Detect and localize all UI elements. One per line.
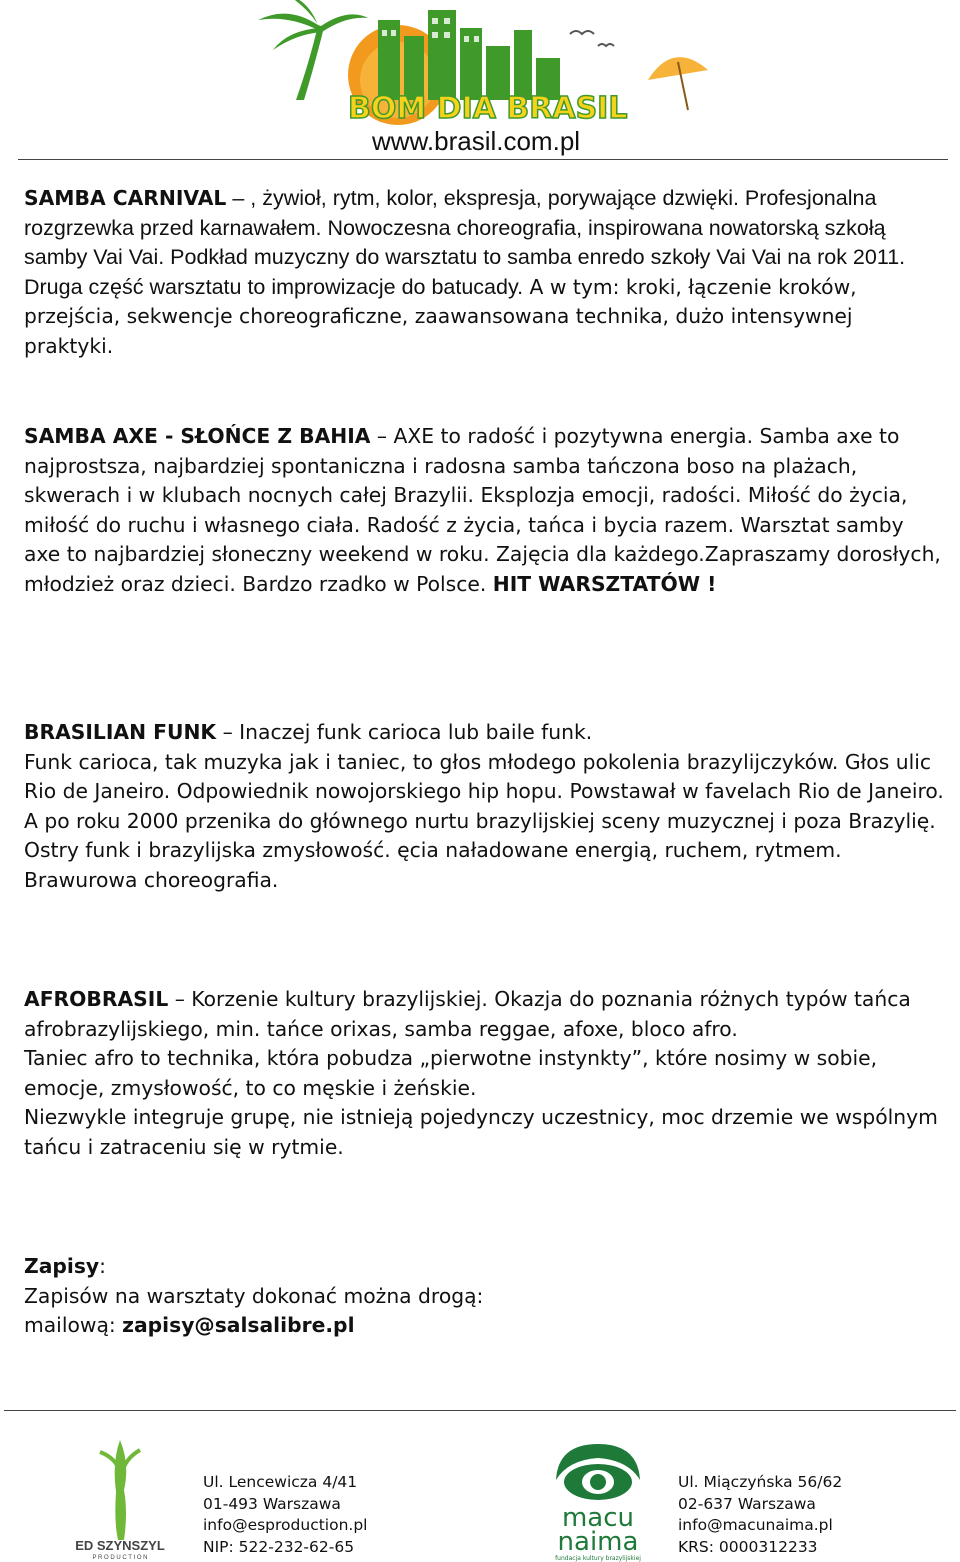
section-brasilian-funk [24, 718, 944, 896]
section-lead: – Korzenie kultury brazylijskiej. Okazja do poznania różnych typów tańca afrobrazylijskiego, min. tańce orixas, samba reggae, afoxe, bloco afro. [24, 987, 911, 1041]
footer-divider [4, 1410, 956, 1411]
section-title: SAMBA AXE - SŁOŃCE Z BAHIA [24, 424, 371, 448]
es-logo-text: ED SZYNSZYL [75, 1538, 165, 1553]
title-colon: : [99, 1254, 106, 1278]
footer-nip: NIP: 522-232-62-65 [203, 1537, 355, 1556]
logo-buildings [378, 10, 560, 100]
logo-umbrella [648, 57, 708, 110]
section-title: SAMBA CARNIVAL [24, 186, 227, 210]
section-afrobrasil [24, 985, 944, 1163]
section-highlight: HIT WARSZTATÓW ! [492, 571, 717, 596]
macu-logo-sub: fundacja kultury brazylijskiej [555, 1555, 641, 1562]
section-lead: – , żywioł, rytm, kolor, ekspresja, porywające dzwięki. Profesjonalna rozgrzewka przed karnawałem. Nowoczesna choreografia, inspirowana nowatorską szkołą samby Vai Vai. Podkład muzyczny do warsztatu to samba enredo szkoły Vai Vai na rok 2011. Druga część warsztatu to improwizacje do batucady. [24, 186, 906, 299]
section-samba-axe [24, 422, 944, 600]
logo-birds [570, 31, 614, 46]
section-paragraph: Niezwykle integruje grupę, nie istnieją pojedynczy uczestnicy, moc drzemie we wspólnym tańcu i zatraceniu się w rytmie. [24, 1105, 938, 1159]
footer-krs: KRS: 0000312233 [678, 1537, 818, 1556]
page-header [0, 0, 960, 160]
es-production-logo [70, 1432, 170, 1560]
section-paragraph: Taniec afro to technika, która pobudza „pierwotne instynkty”, które nosimy w sobie, emocje, zmysłowość, to co męskie i żeńskie. [24, 1046, 878, 1100]
footer-email[interactable]: info@esproduction.pl [203, 1516, 368, 1535]
footer-address-right [678, 1472, 842, 1558]
section-paragraph: Zapisów na warsztaty dokonać można drogą: [24, 1283, 484, 1308]
es-logo-sub: P R O D U C T I O N [92, 1555, 148, 1560]
footer-street: Ul. Miączyńska 56/62 [678, 1473, 843, 1491]
section-paragraph: Ostry funk i brazylijska zmysłowość. ęcia naładowane energią, ruchem, rytmem. Brawurowa choreografia. [24, 838, 842, 892]
signup-email-link[interactable]: zapisy@salsalibre.pl [122, 1313, 355, 1338]
section-title: BRASILIAN FUNK [24, 720, 217, 744]
section-title: AFROBRASIL [24, 987, 169, 1011]
section-lead: – Inaczej funk carioca lub baile funk. [216, 720, 593, 744]
footer-address-left [203, 1472, 367, 1558]
footer-city: 01-493 Warszawa [203, 1494, 341, 1513]
section-paragraph: Funk carioca, tak muzyka jak i taniec, to głos młodego pokolenia brazylijczyków. Głos ulic Rio de Janeiro. Odpowiednik nowojorskiego hip hopu. Powstawał w favelach Rio de Janeiro. A po roku 2000 przenika do głównego nurtu brazylijskiej sceny muzycznej i poza Brazylię. [24, 749, 944, 833]
section-title: Zapisy [24, 1254, 100, 1278]
section-samba-carnival [24, 184, 944, 362]
footer-street: Ul. Lencewicza 4/41 [203, 1473, 358, 1491]
macu-logo-text-2: naima [557, 1527, 639, 1557]
header-divider [18, 159, 948, 160]
logo-text: BOM DIA BRASIL [348, 91, 628, 125]
footer-email[interactable]: info@macunaima.pl [678, 1516, 833, 1535]
macunaima-logo [548, 1440, 648, 1562]
mail-label: mailową: [24, 1313, 123, 1338]
section-body: – AXE to radość i pozytywna energia. Samba axe to najprostsza, najbardziej spontaniczna i radosna samba tańczona boso na plażach, skwerach i w klubach nocnych całej Brazylii. Eksplozja emocji, radości. Miłość do życia, miłość do ruchu i własnego ciała. Radość z życia, tańca i bycia razem. Warsztat samby axe to najbardziej słoneczny weekend w roku. Zajęcia dla każdego.Zapraszamy dorosłych, młodzież oraz dzieci. Bardzo rzadko w Polsce. [24, 424, 941, 596]
footer-city: 02-637 Warszawa [678, 1494, 816, 1513]
section-zapisy [24, 1252, 944, 1341]
macu-logo-text-1: macu [561, 1503, 635, 1533]
site-url[interactable]: www.brasil.com.pl [372, 126, 581, 156]
bom-dia-brasil-logo [218, 0, 718, 125]
section-body: A w tym: kroki, łączenie kroków, przejścia, sekwencje choreograficzne, zaawansowana technika, dużo intensywnej praktyki. [24, 274, 857, 358]
